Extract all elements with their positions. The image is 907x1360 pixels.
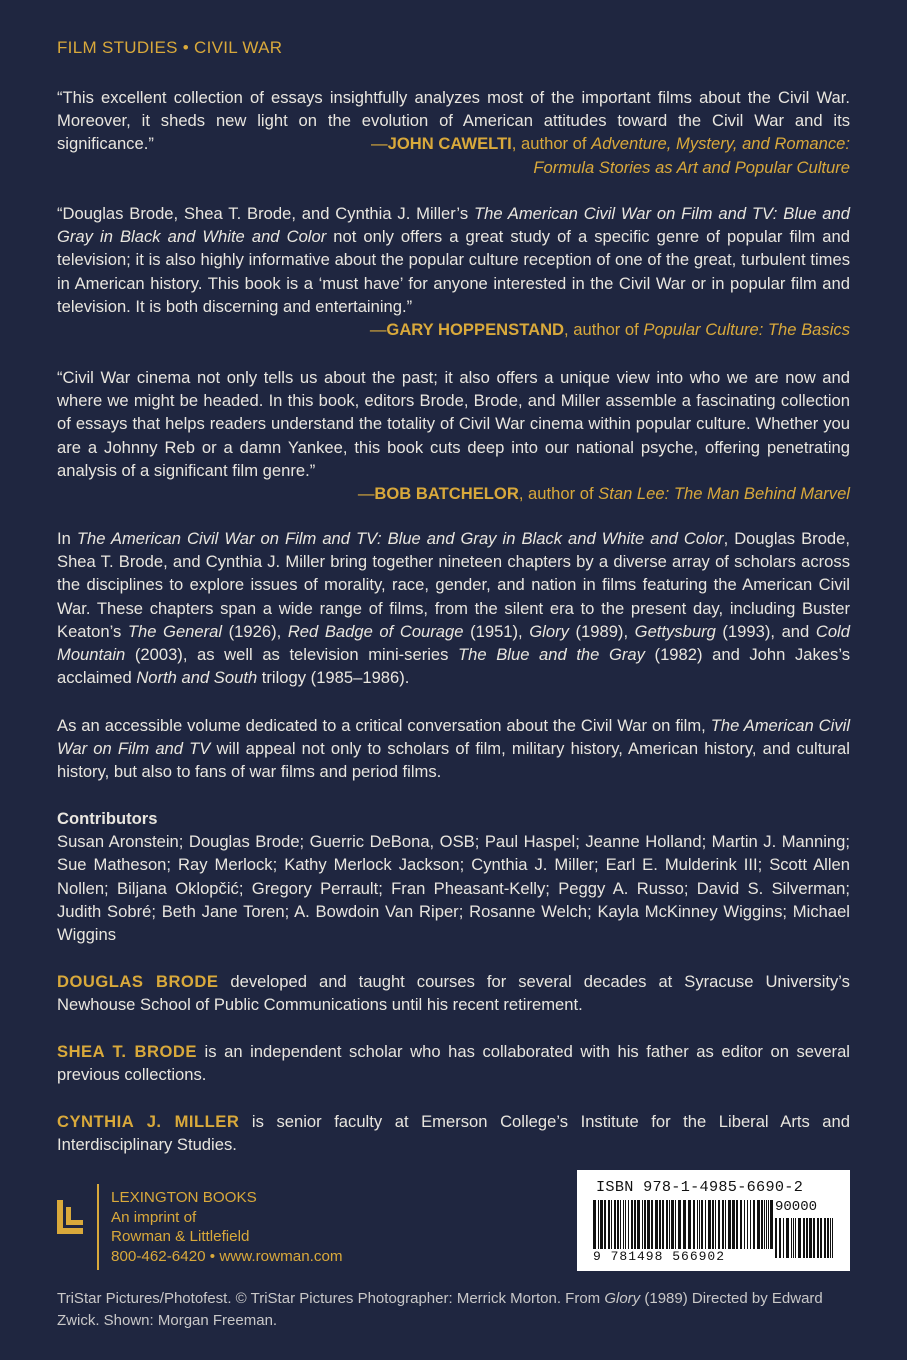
category-label: FILM STUDIES • CIVIL WAR: [57, 38, 283, 57]
review-1-author: JOHN CAWELTI: [387, 134, 512, 154]
barcode-stripe: [809, 1218, 812, 1258]
publisher-divider: [97, 1184, 99, 1270]
barcode-stripe: [775, 1218, 777, 1258]
barcode-stripe: [803, 1218, 805, 1258]
barcode-stripe: [786, 1218, 789, 1258]
publisher-name: LEXINGTON BOOKS: [111, 1189, 257, 1206]
review-1: [57, 86, 850, 179]
barcode-stripe: [830, 1218, 831, 1258]
review-3-text: “Civil War cinema not only tells us about the past; it also offers a unique view into who we are now and where we might be headed. In this book, editors Brode, Brode, and Miller assemble a fascinating collection of essays that helps readers understand the totality of Civil War cinema within popular culture. Whether you are a Johnny Reb or a damn Yankee, this book cuts deep into our national psyche, offering penetrating analysis of a significant film genre.”: [57, 368, 850, 480]
barcode-stripe: [832, 1218, 833, 1258]
review-1-attribution: —JOHN CAWELTI, author of Adventure, Mystery, and Romance: Formula Stories as Art and Popular Culture: [371, 134, 850, 177]
lexington-logo-icon: [57, 1200, 83, 1234]
bio-shea-brode: SHEA T. BRODE is an independent scholar who has collaborated with his father as editor on several previous collections.: [57, 1042, 850, 1085]
review-2-work: Popular Culture: The Basics: [643, 320, 850, 340]
review-3-attribution: —BOB BATCHELOR, author of Stan Lee: The Man Behind Marvel: [357, 484, 850, 504]
review-3: [57, 366, 850, 505]
review-3-author: BOB BATCHELOR: [374, 484, 519, 504]
description-paragraph-1: In The American Civil War on Film and TV: Blue and Gray in Black and White and Color, Douglas Brode, Shea T. Brode, and Cynthia J. Miller bring together nineteen chapters by a diverse array of scholars across the disciplines to explore issues of morality, race, gender, and nation in films featuring the American Civil War. These chapters span a wide range of films, from the silent era to the present day, including Buster Keaton’s The General (1926), Red Badge of Courage (1951), Glory (1989), Gettysburg (1993), and Cold Mountain (2003), as well as television mini-series The Blue and the Gray (1982) and John Jakes’s acclaimed North and South trilogy (1985–1986).: [57, 529, 850, 688]
barcode-digits: 9 781498 566902: [593, 1249, 773, 1264]
isbn-barcode: [577, 1170, 850, 1271]
barcode-supplement-bars: [775, 1218, 837, 1258]
barcode-stripe: [783, 1218, 784, 1258]
photo-credit: TriStar Pictures/Photofest. © TriStar Pictures Photographer: Merrick Morton. From Glory (1989) Directed by Edward Zwick. Shown: Morgan Freeman.: [57, 1290, 823, 1329]
barcode-supplement-number: 90000: [775, 1199, 818, 1215]
bio-douglas-brode: DOUGLAS BRODE developed and taught courses for several decades at Syracuse University’s Newhouse School of Public Communications until his recent retirement.: [57, 972, 850, 1015]
contributors-list: Susan Aronstein; Douglas Brode; Guerric DeBona, OSB; Paul Haspel; Jeanne Holland; Martin J. Manning; Sue Matheson; Ray Merlock; Kathy Merlock Jackson; Cynthia J. Miller; Earl E. Mulderink III; Scott Allen Nollen; Biljana Oklopčić; Gregory Perrault; Fran Pheasant-Kelly; Peggy A. Russo; David S. Silverman; Judith Sobré; Beth Jane Toren; A. Bowdoin Van Riper; Rosanne Welch; Kayla McKinney Wiggins; Michael Wiggins: [57, 832, 850, 945]
publisher-block: [57, 1184, 437, 1270]
barcode-stripe: [798, 1218, 801, 1258]
review-2-book-title: The American Civil War on Film and TV: Blue and Gray in Black and White and Color: [57, 204, 850, 247]
barcode-stripe: [817, 1218, 819, 1258]
review-2-author: GARY HOPPENSTAND: [386, 320, 565, 340]
barcode-stripe: [779, 1218, 781, 1258]
publisher-contact: 800-462-6420 • www.rowman.com: [111, 1247, 343, 1265]
publisher-text: LEXINGTON BOOKS An imprint of Rowman & Littlefield 800-462-6420 • www.rowman.com: [111, 1189, 343, 1265]
barcode-stripe: [824, 1218, 826, 1258]
barcode-stripe: [820, 1218, 822, 1258]
review-2-attribution: —GARY HOPPENSTAND, author of Popular Culture: The Basics: [369, 320, 850, 340]
contributors-section: [57, 807, 850, 946]
barcode-stripe: [806, 1218, 808, 1258]
barcode-stripe: [827, 1218, 829, 1258]
review-2: “Douglas Brode, Shea T. Brode, and Cynthia J. Miller’s The American Civil War on Film and TV: Blue and Gray in Black and White and Color not only offers a great study of a specific genre of popular film and television; it is also highly informative about the popular culture reception of one of the great, turbulent times in American history. This book is a ‘must have’ for anyone interested in the Civil War or in popular film and television. It is both discerning and entertaining.” —GARY HOPPENSTAND, author of Popular Culture: The Basics: [57, 202, 850, 341]
barcode-stripe: [791, 1218, 792, 1258]
barcode-stripe: [813, 1218, 815, 1258]
review-1-work-line1: Adventure, Mystery, and Romance:: [591, 134, 850, 154]
barcode-stripe: [795, 1218, 796, 1258]
review-3-work: Stan Lee: The Man Behind Marvel: [598, 484, 850, 504]
barcode-stripe: [793, 1218, 794, 1258]
isbn-number: ISBN 978-1-4985-6690-2: [596, 1178, 804, 1196]
description-paragraph-2: As an accessible volume dedicated to a critical conversation about the Civil War on film, The American Civil War on Film and TV will appeal not only to scholars of film, military history, American history, and cultural history, but also to fans of war films and period films.: [57, 716, 851, 782]
review-1-work-line2: Formula Stories as Art and Popular Culture: [533, 157, 850, 177]
contributors-heading: Contributors: [57, 809, 158, 828]
review-1-text: “This excellent collection of essays insightfully analyzes most of the important films about the Civil War. Moreover, it sheds new light on the evolution of American attitudes toward the Civil War and its significance.”: [57, 88, 850, 154]
bio-cynthia-miller: CYNTHIA J. MILLER is senior faculty at Emerson College’s Institute for the Liberal Arts and Interdisciplinary Studies.: [57, 1112, 850, 1155]
